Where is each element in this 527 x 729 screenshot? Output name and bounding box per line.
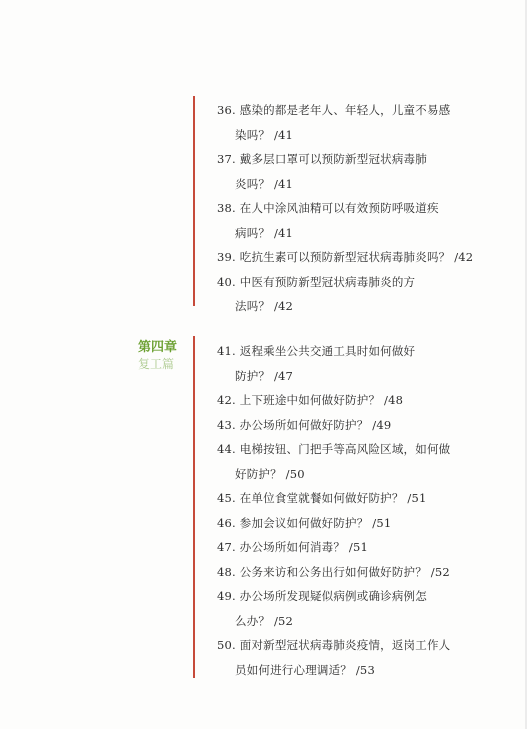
toc-entry-39[interactable] <box>217 245 495 270</box>
toc-entry-text: 41. 返程乘坐公共交通工具时如何做好 <box>217 344 416 358</box>
toc-entry-text: 50. 面对新型冠状病毒肺炎疫情，返岗工作人 <box>217 638 451 652</box>
toc-entry-continuation: 防护？ /47 <box>235 368 294 383</box>
toc-entry-text: 39. 吃抗生素可以预防新型冠状病毒肺炎吗？ /42 <box>217 250 474 264</box>
toc-entry-49[interactable] <box>217 584 495 633</box>
toc-entry-text: 45. 在单位食堂就餐如何做好防护？ /51 <box>217 491 427 505</box>
toc-entry-40[interactable] <box>217 270 495 319</box>
chapter-title: 复工篇 <box>138 357 175 371</box>
toc-entry-41[interactable] <box>217 339 495 388</box>
toc-entry-37[interactable] <box>217 147 495 196</box>
toc-section-chapter-4 <box>193 336 495 678</box>
toc-entry-44[interactable] <box>217 437 495 486</box>
toc-entry-continuation: 染吗？ /41 <box>235 127 294 142</box>
toc-entry-text: 48. 公务来访和公务出行如何做好防护？ /52 <box>217 564 450 579</box>
chapter-number: 第四章 <box>138 340 178 355</box>
toc-entry-text: 36. 感染的都是老年人、年轻人，儿童不易感 <box>217 103 451 117</box>
toc-entry-45[interactable] <box>217 486 495 511</box>
toc-entry-continuation: 员如何进行心理调适？ /53 <box>235 662 375 677</box>
toc-entry-43[interactable] <box>217 413 495 438</box>
toc-entry-continuation: 好防护？ /50 <box>235 466 305 481</box>
toc-entry-continuation: 法吗？ /42 <box>235 299 294 313</box>
toc-entry-text: 44. 电梯按钮、门把手等高风险区域，如何做 <box>217 442 451 456</box>
toc-entry-36[interactable] <box>217 98 495 147</box>
toc-entry-50[interactable] <box>217 633 495 682</box>
toc-entry-text: 40. 中医有预防新型冠状病毒肺炎的方 <box>217 274 416 289</box>
toc-entry-46[interactable] <box>217 511 495 536</box>
toc-entry-continuation: 炎吗？ /41 <box>235 176 294 191</box>
toc-entry-text: 46. 参加会议如何做好防护？ /51 <box>217 515 392 530</box>
toc-entry-text: 42. 上下班途中如何做好防护？ /48 <box>217 393 404 407</box>
toc-entry-continuation: 病吗？ /41 <box>235 225 294 240</box>
toc-list <box>195 96 495 319</box>
toc-entry-text: 43. 办公场所如何做好防护？ /49 <box>217 417 392 432</box>
toc-section-previous-chapter <box>193 96 495 313</box>
toc-entry-continuation: 么办？ /52 <box>235 613 294 628</box>
toc-list <box>195 336 495 682</box>
toc-entry-text: 49. 办公场所发现疑似病例或确诊病例怎 <box>217 589 427 603</box>
chapter-heading <box>138 340 184 372</box>
toc-entry-text: 38. 在人中涂风油精可以有效预防呼吸道疾 <box>217 201 439 215</box>
toc-entry-text: 47. 办公场所如何消毒？ /51 <box>217 540 369 554</box>
toc-entry-42[interactable] <box>217 388 495 413</box>
toc-entry-47[interactable] <box>217 535 495 560</box>
toc-entry-text: 37. 戴多层口罩可以预防新型冠状病毒肺 <box>217 152 427 166</box>
toc-entry-48[interactable] <box>217 560 495 585</box>
toc-entry-38[interactable] <box>217 196 495 245</box>
